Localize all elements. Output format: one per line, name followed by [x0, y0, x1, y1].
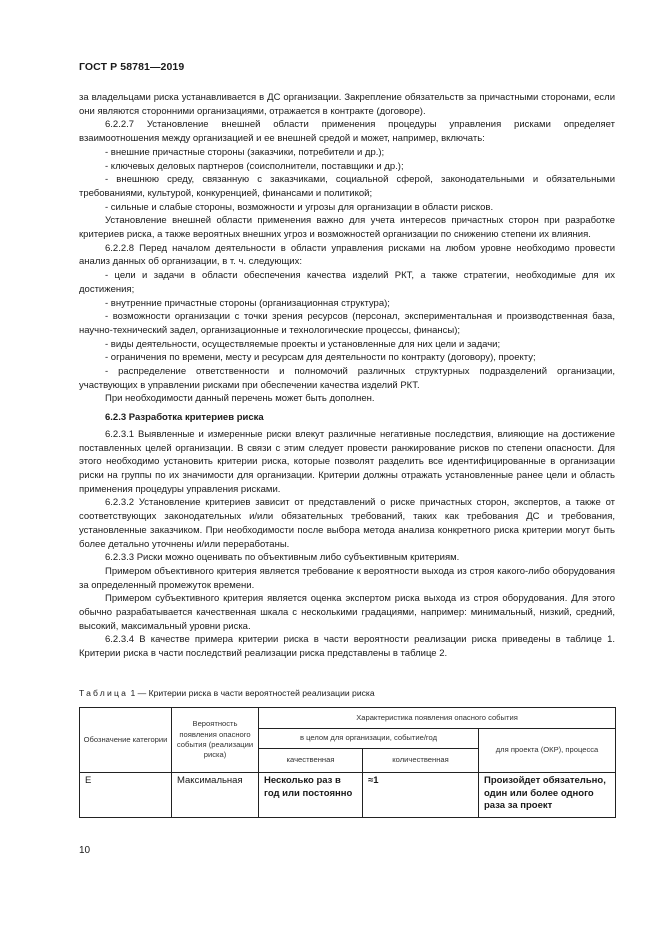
cell-probability: Максимальная	[172, 773, 259, 818]
list-item: - ограничения по времени, месту и ресурсам для деятельности по контракту (договору), проекту;	[105, 352, 536, 364]
table-caption	[79, 688, 375, 698]
table-caption-label: Таблица	[79, 688, 129, 698]
table-row	[80, 773, 616, 818]
paragraph: Примером субъективного критерия является оценка экспертом риска выхода из строя оборудования. Для этого обычно разрабатывается качественная шкала с несколькими градациями, например: минимальный, низкий, средний, высокий, максимальный уровни риска.	[79, 593, 615, 632]
header-category: Обозначение категории	[80, 708, 172, 773]
paragraph: При необходимости данный перечень может быть дополнен.	[105, 393, 375, 405]
page-number: 10	[79, 845, 91, 856]
cell-quantitative: ≈1	[363, 773, 479, 818]
header-quantitative: количественная	[363, 749, 479, 773]
list-item: - внешние причастные стороны (заказчики, потребители и др.);	[105, 146, 385, 158]
body-text	[79, 91, 615, 661]
list-item: - распределение ответственности и полномочий различных структурных подразделений организации, участвующих в управлении рисками при обеспечении качества изделий РКТ.	[79, 366, 615, 391]
cell-project: Произойдет обязательно, один или более одного раза за проект	[479, 773, 616, 818]
criteria-table	[79, 707, 616, 818]
list-item: - возможности организации с точки зрения ресурсов (персонал, экспериментальная и производственная база, научно-технический задел, организационные и технологические процессы, финансы);	[79, 311, 615, 336]
paragraph: 6.2.2.7 Установление внешней области применения процедуры управления рисками определяет взаимоотношения между организацией и ее внешней средой и может, например, включать:	[79, 119, 615, 145]
paragraph: 6.2.3.2 Установление критериев зависит от представлений о риске причастных сторон, экспертов, а также от соответствующих законодательных и/или обязательных требований, таких как требования ДС и требования, установленные заказчиком. При необходимости после выбора метода анализа конкретного риска критерии могут быть более детально уточнены и/или переработаны.	[79, 497, 615, 550]
list-item: - внутренние причастные стороны (организационная структура);	[105, 297, 390, 309]
paragraph: 6.2.2.8 Перед началом деятельности в области управления рисками на любом уровне необходимо провести анализ данных об организации, в т. ч. следующих:	[79, 242, 615, 268]
header-org: в целом для организации, событие/год	[259, 729, 479, 749]
header-characteristic: Характеристика появления опасного события	[259, 708, 616, 729]
list-item: - цели и задачи в области обеспечения качества изделий РКТ, а также стратегии, необходимые для их достижения;	[79, 270, 615, 295]
paragraph: Установление внешней области применения важно для учета интересов причастных сторон при разработке критериев риска, а также вероятных внешних угроз и возможностей организации по снижению степени их влияния.	[79, 215, 615, 241]
paragraph: 6.2.3.1 Выявленные и измеренные риски влекут различные негативные последствия, влияющие на достижение поставленных целей организации. В связи с этим следует провести ранжирование рисков по степени опасности. Для этого необходимо установить критерии риска, которые позволят разделить все идентифицированные в организации риски на группы по их значимости для организации. Критерии должны отражать установленные ранее цели и область применения процедуры управления рисками.	[79, 428, 615, 495]
list-item: - ключевых деловых партнеров (соисполнители, поставщики и др.);	[105, 160, 404, 172]
document-header: ГОСТ Р 58781—2019	[79, 61, 185, 73]
paragraph: Примером объективного критерия является требование к вероятности выхода из строя какого-либо оборудования за определенный промежуток времени.	[79, 565, 615, 591]
paragraph: 6.2.3.3 Риски можно оценивать по объективным либо субъективным критериям.	[105, 552, 460, 564]
header-qualitative: качественная	[259, 749, 363, 773]
list-item: - виды деятельности, осуществляемые проекты и установленные для них цели и задачи;	[105, 338, 501, 350]
table-caption-text: 1 — Критерии риска в части вероятностей реализации риска	[130, 688, 375, 698]
paragraph: 6.2.3.4 В качестве примера критерии риска в части вероятности реализации риска приведены в таблице 1. Критерии риска в части последствий реализации риска представлены в таблице 2.	[79, 634, 615, 660]
cell-category: Е	[80, 773, 172, 818]
header-probability: Вероятность появления опасного события (реализации риска)	[172, 708, 259, 773]
list-item: - внешнюю среду, связанную с заказчиками, социальной сферой, законодательными и обязательными требованиями, культурой, конкуренцией, финансами и политикой;	[79, 174, 615, 199]
list-item: - сильные и слабые стороны, возможности и угрозы для организации в области рисков.	[105, 201, 494, 213]
section-heading: 6.2.3 Разработка критериев риска	[105, 412, 264, 424]
cell-qualitative: Несколько раз в год или постоянно	[259, 773, 363, 818]
paragraph: за владельцами риска устанавливается в ДС организации. Закрепление обязательств за причастными сторонами, если они являются сторонними организациями, отражается в контракте (договоре).	[79, 92, 615, 117]
header-project: для проекта (ОКР), процесса	[479, 729, 616, 773]
